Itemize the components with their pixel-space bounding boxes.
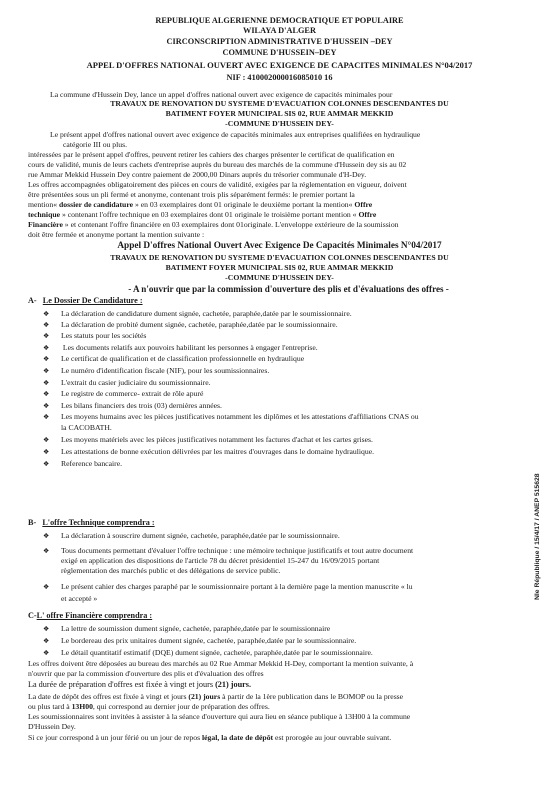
list-item-text: La déclaration de candidature dument signée, cachetée, paraphée,datée par le soumissionnaire. [61, 309, 352, 318]
list-item-text: Le détail quantitatif estimatif (DQE) dument signée, cachetée, paraphée,datée par le soumissionnaire. [61, 648, 373, 657]
intro-paragraph-line: rue Ammar Mekkid Hussein Dey contre paiement de 2000,00 Dinars auprès du trésorier communale d'H-Dey. [28, 170, 367, 179]
list-item [43, 320, 338, 330]
text-run: La date de dépôt des offres est fixée à vingt et jours [28, 692, 189, 701]
bullet-icon: ❖ [43, 402, 50, 410]
bullet-icon: ❖ [43, 583, 50, 591]
text-run-bold: technique [28, 210, 61, 219]
closing-line [28, 702, 270, 711]
bullet-icon: ❖ [43, 367, 50, 375]
text-run: » et contenant l'offre financière en 03 exemplaires dont 01originale. L'enveloppe extérieure de la soumission [62, 220, 399, 229]
mention-project-line2: BATIMENT FOYER MUNICIPAL SIS 02, RUE AMMAR MEKKID [165, 263, 394, 272]
mention-project-line1: TRAVAUX DE RENOVATION DU SYSTEME D'EVACUATION COLONNES DESCENDANTES DU [110, 253, 449, 262]
text-run: est prorogée au jour ouvrable suivant. [273, 733, 392, 742]
text-run: » en 03 exemplaires dont 01 originale le deuxième portant la mention« [133, 200, 355, 209]
list-item [43, 412, 419, 422]
header-circonscription: CIRCONSCRIPTION ADMINISTRATIVE D'HUSSEIN –DEY [166, 37, 393, 46]
intro-paragraph-line: intéressées par le présent appel d'offres, peuvent retirer les cahiers des charges présenter le certificat de qualification en [28, 150, 395, 159]
mention-project-commune: -COMMUNE D'HUSSEIN DEY- [225, 273, 334, 282]
text-run-bold: Financière [28, 220, 63, 229]
header-appel-title: APPEL D'OFFRES NATIONAL OUVERT AVEC EXIGENCE DE CAPACITES MINIMALES N°04/2017 [86, 60, 473, 70]
side-publication-reference: Nle République / 15/4/17 / ANEP 515628 [534, 473, 541, 600]
list-item [43, 447, 374, 457]
section-prefix: A- [28, 296, 37, 305]
bullet-icon: ❖ [43, 649, 50, 657]
list-item [43, 309, 352, 319]
list-item [43, 648, 373, 658]
intro-project-commune: -COMMUNE D'HUSSEIN DEY- [225, 119, 334, 128]
section-c-heading [28, 611, 152, 621]
list-item-text: exigé en application des dispositions de l'article 78 du décret présidentiel 15-247 du 16/09/2015 portant [61, 556, 380, 565]
text-run: mention« [28, 200, 59, 209]
list-item [43, 366, 269, 376]
section-a-heading [28, 296, 143, 306]
list-item-text: Le certificat de qualification et de classification professionnelle en hydraulique [61, 354, 305, 363]
list-item-text: Les attestations de bonne exécution délivrées par les maitres d'ouvrages dans le domaine hydraulique. [61, 447, 375, 456]
list-item [43, 624, 330, 634]
bullet-icon: ❖ [43, 547, 50, 555]
list-item [43, 401, 222, 411]
list-item [43, 531, 340, 541]
text-run-bold: (21) jours [188, 692, 221, 701]
header-commune: COMMUNE D'HUSSEIN–DEY [222, 48, 337, 57]
section-title: Le Dossier De Candidature : [42, 296, 143, 305]
section-title: L' offre Financière comprendra : [36, 611, 153, 620]
intro-line: La commune d'Hussein Dey, lance un appel d'offres national ouvert avec exigence de capacités minimales pour [50, 90, 393, 99]
list-item-text: règlementation des marchés public et des délégations de service public. [61, 566, 281, 575]
text-run-bold: légal, la date de dépôt [202, 733, 274, 742]
list-item [61, 594, 97, 603]
intro-paragraph-line: Les offres accompagnées obligatoirement des pièces en cours de validité, exigées par la réglementation en vigueur, doivent [28, 180, 407, 189]
bullet-icon: ❖ [43, 332, 50, 340]
text-run: ou plus tard à [28, 702, 72, 711]
list-item [43, 636, 356, 646]
text-run: à partir de la 1ère publication dans le BOMOP ou la presse [220, 692, 404, 701]
list-item-text: La déclaration à souscrire dument signée, cachetée, paraphée,datée par le soumissionnaire. [61, 531, 340, 540]
list-item [43, 343, 318, 353]
closing-line [28, 680, 251, 689]
bullet-icon: ❖ [43, 436, 50, 444]
text-run: La durée de préparation d'offres est fixée à vingt et jours [28, 680, 216, 689]
mention-warning: - A n'ouvrir que par la commission d'ouverture des plis et d'évaluations des offres - [128, 284, 449, 294]
section-title: L'offre Technique comprendra : [42, 518, 155, 527]
list-item [43, 331, 146, 341]
list-item-text: Les moyens humains avec les pièces justificatives notamment les diplômes et les attestations d'affiliations CNAS ou [61, 412, 419, 421]
bullet-icon: ❖ [43, 460, 50, 468]
list-item-text: la CACOBATH. [61, 423, 112, 432]
list-item-text: Le registre de commerce- extrait de rôle apuré [61, 389, 204, 398]
closing-line: D'Hussein Dey. [28, 722, 76, 731]
header-nif: NIF : 410002000016085010 16 [226, 73, 333, 82]
list-item-text: Le numéro d'identification fiscale (NIF), pour les soumissionnaires. [61, 366, 270, 375]
bullet-icon: ❖ [43, 310, 50, 318]
intro-project-line2: BATIMENT FOYER MUNICIPAL SIS 02, RUE AMMAR MEKKID [165, 109, 394, 118]
section-prefix: B- [28, 518, 37, 527]
bullet-icon: ❖ [43, 379, 50, 387]
list-item [43, 378, 211, 388]
list-item-text: Les statuts pour les sociétés [61, 331, 147, 340]
bullet-icon: ❖ [43, 448, 50, 456]
bullet-icon: ❖ [43, 625, 50, 633]
text-run-bold: (21) jours. [215, 680, 251, 689]
text-run-bold: Offre [358, 210, 377, 219]
list-item-text: Le bordereau des prix unitaires dument signée, cachetée, paraphée,datée par le soumissionnaire. [61, 636, 357, 645]
list-item-text: Reference bancaire. [61, 459, 123, 468]
bullet-icon: ❖ [43, 321, 50, 329]
intro-paragraph-line [28, 220, 399, 229]
bullet-icon: ❖ [43, 413, 50, 421]
closing-line: n'ouvrir que par la commission d'ouverture des plis et d'évaluation des offres [28, 669, 264, 678]
text-run: » contenant l'offre technique en 03 exemplaires dont 01 originale le troisième portant mention « [60, 210, 359, 219]
intro-paragraph-line [28, 210, 376, 219]
list-item [43, 546, 413, 556]
intro-project-line1: TRAVAUX DE RENOVATION DU SYSTEME D'EVACUATION COLONNES DESCENDANTES DU [110, 99, 449, 108]
intro-paragraph-line: doit être fermée et anonyme portant la mention suivante : [28, 230, 205, 239]
bullet-icon: ❖ [43, 355, 50, 363]
bullet-icon: ❖ [43, 532, 50, 540]
closing-line [28, 733, 391, 742]
list-item-text: et accepté » [61, 594, 98, 603]
list-item [43, 389, 203, 399]
bullet-icon: ❖ [43, 637, 50, 645]
section-b-heading [28, 518, 155, 528]
intro-paragraph-line: être présentées sous un pli fermé et anonyme, contenant trois plis séparément fermés: le premier portant la [28, 190, 355, 199]
section-prefix: C- [28, 611, 37, 620]
closing-line: Les soumissionnaires sont invitées à assister à la séance d'ouverture qui aura lieu en séance publique à 13H00 à la commune [28, 712, 411, 721]
list-item [43, 582, 413, 592]
mention-title: Appel D'offres National Ouvert Avec Exigence De Capacités Minimales N°04/2017 [117, 241, 442, 251]
header-wilaya: WILAYA D'ALGER [243, 26, 316, 35]
intro-paragraph-line: cours de validité, munis de leurs cachets d'entreprise auprès du bureau des marchés de la commune d'Hussein dey sis au 02 [28, 160, 407, 169]
intro-paragraph-line: Le présent appel d'offres national ouvert avec exigence de capacités minimales aux entreprises qualifiées en hydraulique [50, 130, 421, 139]
text-run-bold: dossier de candidature [58, 200, 134, 209]
list-item [61, 423, 112, 432]
bullet-icon: ❖ [43, 344, 50, 352]
closing-line [28, 692, 403, 701]
list-item [43, 435, 373, 445]
list-item-text: Le présent cahier des charges paraphé par le soumissionnaire portant à la dernière page la mention manuscrite « lu [61, 582, 413, 591]
list-item-text: La déclaration de probité dument signée, cachetée, paraphée,datée par le soumissionnaire. [61, 320, 338, 329]
intro-paragraph-line [28, 200, 372, 209]
bullet-icon: ❖ [43, 390, 50, 398]
list-item [61, 556, 379, 565]
list-item [43, 459, 122, 469]
list-item-text: Tous documents permettant d'évaluer l'offre technique : une mémoire technique justificatifs et tout autre document [61, 546, 414, 555]
list-item-text: La lettre de soumission dument signée, cachetée, paraphée,datée par le soumissionnaire [61, 624, 331, 633]
list-item-text: Les bilans financiers des trois (03) dernières années. [61, 401, 222, 410]
list-item-text: Les moyens matériels avec les pièces justificatives notamment les factures d'achat et les cartes grises. [61, 435, 373, 444]
list-item [61, 566, 280, 575]
list-item [43, 354, 304, 364]
text-run: Si ce jour correspond à un jour férié ou un jour de repos [28, 733, 202, 742]
intro-paragraph-line: catégorie III ou plus. [63, 140, 128, 149]
text-run-bold: Offre [354, 200, 373, 209]
list-item-text: Les documents relatifs aux pouvoirs habilitant les personnes à engager l'entreprise. [61, 343, 318, 352]
header-republic: REPUBLIQUE ALGERIENNE DEMOCRATIQUE ET POPULAIRE [155, 16, 404, 25]
text-run-bold: 13H00 [71, 702, 93, 711]
list-item-text: L'extrait du casier judiciaire du soumissionnaire. [61, 378, 211, 387]
text-run: , qui correspond au dernier jour de préparation des offres. [92, 702, 270, 711]
closing-line: Les offres doivent être déposées au bureau des marchés au 02 Rue Ammar Mekkid H-Dey, comportant la mention suivante, à [28, 659, 414, 668]
